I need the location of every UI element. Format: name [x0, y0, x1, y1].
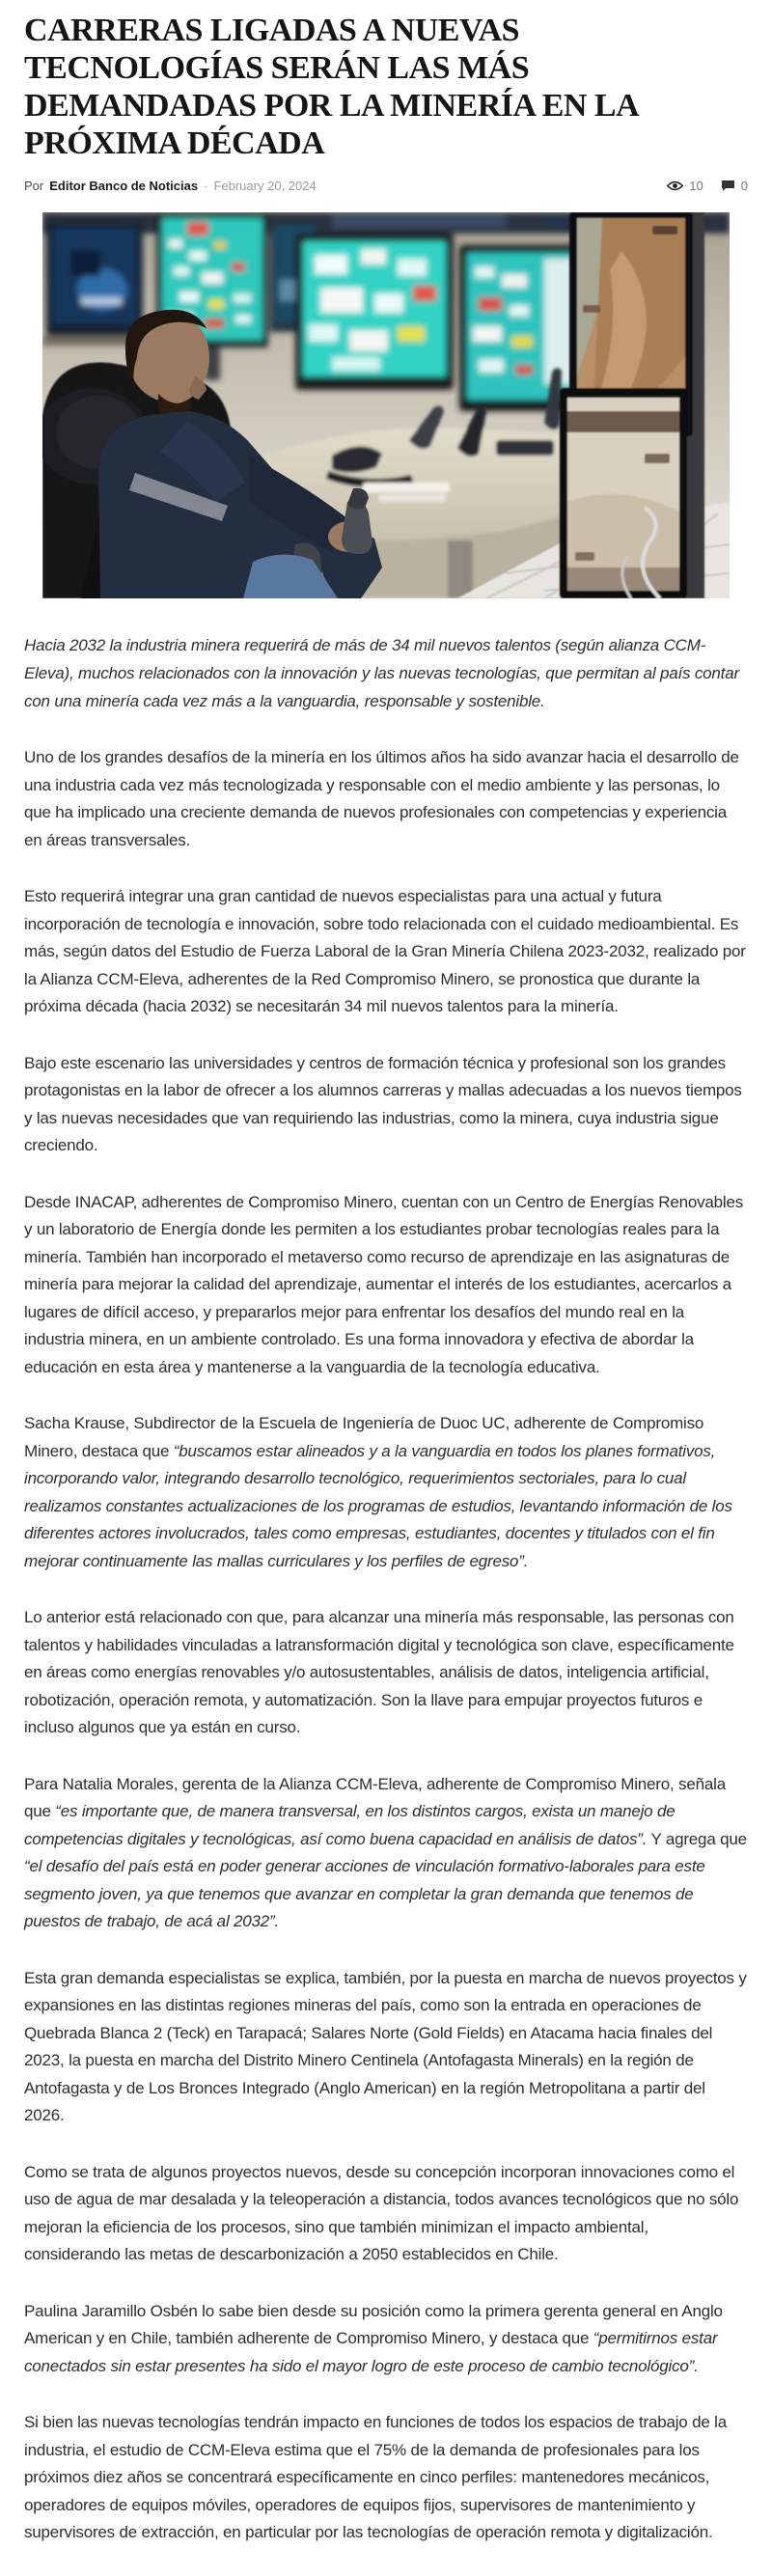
article-paragraphs [24, 744, 748, 2547]
byline-meta [667, 179, 748, 193]
comment-icon [721, 180, 735, 192]
eye-icon [667, 180, 683, 192]
article-paragraph: Si bien las nuevas tecnologías tendrán impacto en funciones de todos los espacios de trabajo de la industria, el estudio de CCM-Eleva estima que el 75% de la demanda de profesionales para los próximos diez años se concentrará específicamente en cinco perfiles: mantenedores mecánicos, operadores de equipos móviles, operadores de equipos fijos, supervisores de mantenimiento y supervisores de extracción, en particular por las tecnologías de operación remota y digitalización. [24, 2413, 727, 2541]
article-paragraph: Paulina Jaramillo Osbén lo sabe bien desde su posición como la primera gerenta general en Anglo American y en Chile, también adherente de Compromiso Minero, y destaca que “permitirnos estar conectados sin estar presentes ha sido el mayor logro de este proceso de cambio tecnológico”. [24, 2301, 723, 2375]
comments-counter[interactable] [721, 179, 748, 193]
article-paragraph: Uno de los grandes desafíos de la minería en los últimos años ha sido avanzar hacia el desarrollo de una industria cada vez más tecnologizada y responsable con el medio ambiente y las personas, lo que ha implicado una creciente demanda de nuevos profesionales con competencias y experiencia en áreas transversales. [24, 748, 739, 849]
byline-author-link[interactable]: Editor Banco de Noticias [49, 178, 199, 193]
views-count: 10 [689, 178, 703, 193]
views-counter [667, 179, 703, 193]
article-paragraph: Desde INACAP, adherentes de Compromiso Minero, cuentan con un Centro de Energías Renovables y un laboratorio de Energía donde les permiten a los estudiantes probar tecnologías reales para la minería. También han incorporado el metaverso como recurso de aprendizaje en las asignaturas de minería para mejorar la calidad del aprendizaje, aumentar el interés de los estudiantes, acercarlos a lugares de difícil acceso, y prepararlos mejor para enfrentar los desafíos del mundo real en la industria minera, en un ambiente controlado. Es una forma innovadora y efectiva de abordar la educación en esta área y mantenerse a la vanguardia de la tecnología educativa. [24, 1192, 744, 1376]
byline [24, 176, 748, 195]
byline-separator: - [204, 178, 208, 193]
byline-left [24, 179, 317, 193]
byline-date: February 20, 2024 [213, 178, 317, 193]
article-paragraph: Bajo este escenario las universidades y centros de formación técnica y profesional son los grandes protagonistas en la labor de ofrecer a los alumnos carreras y mallas adecuadas a los nuevos tiempos y las nuevas necesidades que van requiriendo las industrias, como la minera, cuya industria sigue creciendo. [24, 1053, 742, 1154]
byline-prefix: Por [24, 178, 44, 193]
article-lede: Hacia 2032 la industria minera requerirá de más de 34 mil nuevos talentos (según alianza CCM-Eleva), muchos relacionados con la innovación y las nuevas tecnologías, que permitan al país contar con una minería cada vez más a la vanguardia, responsable y sostenible. [24, 636, 739, 710]
article-paragraph: Como se trata de algunos proyectos nuevos, desde su concepción incorporan innovaciones como el uso de agua de mar desalada y la teleoperación a distancia, todos avances tecnológicos que no sólo mejoran la eficiencia de los procesos, sino que también minimizan el impacto ambiental, considerando las metas de descarbonización a 2050 establecidos en Chile. [24, 2162, 739, 2263]
page-title: CARRERAS LIGADAS A NUEVAS TECNOLOGÍAS SERÁN LAS MÁS DEMANDADAS POR LA MINERÍA EN LA PRÓXIMA DÉCADA [24, 13, 638, 161]
article-paragraph: Sacha Krause, Subdirector de la Escuela de Ingeniería de Duoc UC, adherente de Compromiso Minero, destaca que “buscamos estar alineados y a la vanguardia en todos los planes formativos, incorporando valor, integrando desarrollo tecnológico, requerimientos sectoriales, para lo cual realizamos constantes actualizaciones de los programas de estudios, levantando información de los diferentes actores involucrados, tales como empresas, estudiantes, docentes y titulados con el fin mejorar continuamente las mallas curriculares y los perfiles de egreso”. [24, 1414, 732, 1570]
article-paragraph: Esto requerirá integrar una gran cantidad de nuevos especialistas para una actual y futura incorporación de tecnología e innovación, sobre todo relacionada con el cuidado medioambiental. Es más, según datos del Estudio de Fuerza Laboral de la Gran Minería Chilena 2023-2032, realizado por la Alianza CCM-Eleva, adherentes de la Red Compromiso Minero, se pronostica que durante la próxima década (hacia 2032) se necesitarán 34 mil nuevos talentos para la minería. [24, 887, 746, 1015]
article-paragraph: Esta gran demanda especialistas se explica, también, por la puesta en marcha de nuevos proyectos y expansiones en las distintas regiones mineras del país, como son la entrada en operaciones de Quebrada Blanca 2 (Teck) en Tarapacá; Salares Norte (Gold Fields) en Atacama hacia finales del 2023, la puesta en marcha del Distrito Minero Centinela (Antofagasta Minerals) en la región de Antofagasta y de Los Bronces Integrado (Anglo American) en la región Metropolitana a partir del 2026. [24, 1968, 747, 2124]
article-body [24, 631, 748, 2547]
control-room-photo [42, 212, 730, 598]
article-paragraph: Lo anterior está relacionado con que, para alcanzar una minería más responsable, las personas con talentos y habilidades vinculadas a latransformación digital y tecnológica son clave, específicamente en áreas como energías renovables y/o autosustentables, análisis de datos, inteligencia artificial, robotización, operación remota, y automatización. Son la llave para empujar proyectos futuros e incluso algunos que ya están en curso. [24, 1608, 734, 1736]
article-image [42, 212, 730, 598]
article-paragraph: Para Natalia Morales, gerenta de la Alianza CCM-Eleva, adherente de Compromiso Minero, señala que “es importante que, de manera transversal, en los distintos cargos, exista un manejo de competencias digitales y tecnológicas, así como buena capacidad en análisis de datos”. Y agrega que “el desafío del país está en poder generar acciones de vinculación formativo-laborales para este segmento joven, ya que tenemos que avanzar en completar la gran demanda que tenemos de puestos de trabajo, de acá al 2032”. [24, 1774, 747, 1930]
comments-count: 0 [740, 178, 748, 193]
